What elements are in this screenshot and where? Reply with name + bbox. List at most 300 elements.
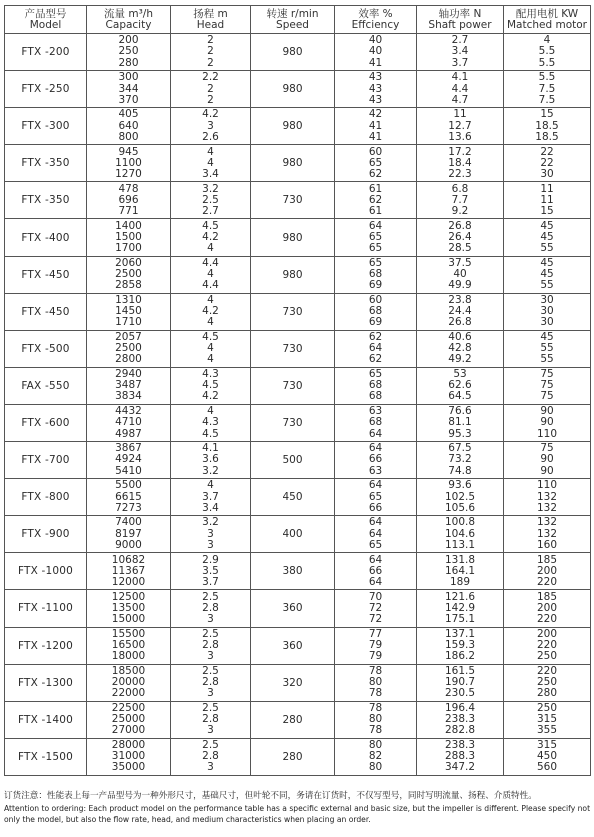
capacity-values — [87, 703, 170, 737]
header-model-en: Model — [29, 18, 62, 31]
efficiency-cell — [335, 34, 417, 71]
value: 22500 — [111, 701, 146, 714]
value: 40.6 — [448, 330, 472, 343]
value: 42 — [368, 108, 383, 121]
value: 2.6 — [202, 130, 219, 143]
motor-values — [504, 406, 590, 440]
value: 200 — [536, 627, 558, 640]
value: 25000 — [111, 713, 146, 726]
value: 250 — [536, 701, 558, 714]
value: 49.9 — [448, 279, 472, 292]
capacity-values — [87, 443, 170, 477]
ordering-note-en: Attention to ordering: Each product model on the performance table has a specific external and basic size, but the impeller is different. Please specify not only the model, but also the flow rate, head, and medium characteristics when placing an order. — [4, 803, 591, 824]
value: 2.5 — [202, 664, 219, 677]
motor-values — [504, 184, 590, 218]
shaft-power-values — [417, 443, 503, 477]
value: 142.9 — [444, 601, 476, 614]
value: 49.2 — [448, 353, 472, 366]
efficiency-values — [335, 35, 416, 69]
value: 2.5 — [202, 627, 219, 640]
motor-values — [504, 369, 590, 403]
value: 78 — [368, 687, 383, 700]
table-row — [5, 108, 591, 145]
value: 1450 — [115, 305, 142, 318]
value: 102.5 — [444, 490, 476, 503]
value: 4.5 — [202, 330, 219, 343]
value: 28000 — [111, 739, 146, 752]
speed-cell: 980 — [251, 34, 335, 71]
value: 105.6 — [444, 501, 476, 514]
speed-cell: 730 — [251, 182, 335, 219]
value: 78 — [368, 664, 383, 677]
value: 405 — [118, 108, 139, 121]
efficiency-values — [335, 592, 416, 626]
efficiency-cell — [335, 442, 417, 479]
head-values — [171, 666, 250, 700]
value: 75 — [540, 390, 554, 403]
value: 161.5 — [444, 664, 476, 677]
head-values — [171, 332, 250, 366]
value: 4 — [207, 353, 214, 366]
table-row — [5, 590, 591, 627]
value: 3.5 — [202, 564, 219, 577]
value: 26.8 — [448, 219, 472, 232]
table-row — [5, 627, 591, 664]
model-cell: FTX -350 — [5, 182, 87, 219]
value: 2940 — [115, 368, 142, 381]
value: 12000 — [111, 575, 146, 588]
value: 230.5 — [444, 687, 476, 700]
model-cell: FAX -550 — [5, 367, 87, 404]
value: 370 — [118, 93, 139, 106]
value: 90 — [540, 405, 554, 418]
value: 8197 — [115, 527, 142, 540]
efficiency-cell — [335, 330, 417, 367]
model-cell: FTX -450 — [5, 256, 87, 293]
capacity-values — [87, 295, 170, 329]
efficiency-values — [335, 406, 416, 440]
value: 2.2 — [202, 71, 219, 84]
head-values — [171, 72, 250, 106]
efficiency-cell — [335, 701, 417, 738]
value: 35000 — [111, 761, 146, 774]
shaft-power-cell — [417, 71, 504, 108]
motor-cell — [504, 664, 591, 701]
value: 190.7 — [444, 676, 476, 689]
pump-performance-table — [4, 5, 591, 776]
value: 3 — [207, 119, 214, 132]
value: 2 — [207, 93, 214, 106]
value: 79 — [368, 650, 383, 663]
capacity-values — [87, 221, 170, 255]
value: 30 — [540, 293, 554, 306]
speed-cell: 450 — [251, 479, 335, 516]
head-cell — [171, 479, 251, 516]
value: 68 — [368, 390, 383, 403]
table-row — [5, 479, 591, 516]
efficiency-cell — [335, 404, 417, 441]
table-row — [5, 219, 591, 256]
head-cell — [171, 404, 251, 441]
motor-values — [504, 109, 590, 143]
value: 2060 — [115, 256, 142, 269]
value: 90 — [540, 453, 554, 466]
value: 3.4 — [202, 501, 219, 514]
efficiency-values — [335, 258, 416, 292]
capacity-values — [87, 406, 170, 440]
value: 74.8 — [448, 464, 472, 477]
value: 55 — [540, 353, 554, 366]
value: 42.8 — [448, 342, 472, 355]
value: 9000 — [115, 538, 142, 551]
value: 63 — [368, 464, 383, 477]
value: 66 — [368, 501, 383, 514]
head-cell — [171, 553, 251, 590]
shaft-power-cell — [417, 738, 504, 775]
model-cell: FTX -1500 — [5, 738, 87, 775]
value: 75 — [540, 442, 554, 455]
value: 800 — [118, 130, 139, 143]
speed-cell: 730 — [251, 330, 335, 367]
value: 90 — [540, 416, 554, 429]
speed-cell: 730 — [251, 404, 335, 441]
value: 132 — [536, 516, 558, 529]
value: 11 — [540, 182, 554, 195]
shaft-power-values — [417, 406, 503, 440]
value: 6.8 — [451, 182, 469, 195]
value: 70 — [368, 590, 383, 603]
motor-values — [504, 740, 590, 774]
motor-values — [504, 332, 590, 366]
speed-cell: 380 — [251, 553, 335, 590]
header-speed — [251, 6, 335, 34]
value: 65 — [368, 256, 383, 269]
shaft-power-values — [417, 35, 503, 69]
value: 77 — [368, 627, 383, 640]
value: 282.8 — [444, 724, 476, 737]
value: 771 — [118, 205, 139, 218]
shaft-power-values — [417, 740, 503, 774]
value: 3.7 — [202, 490, 219, 503]
shaft-power-cell — [417, 108, 504, 145]
efficiency-values — [335, 703, 416, 737]
shaft-power-cell — [417, 627, 504, 664]
capacity-values — [87, 332, 170, 366]
motor-cell — [504, 367, 591, 404]
value: 65 — [368, 368, 383, 381]
value: 43 — [368, 71, 383, 84]
efficiency-cell — [335, 590, 417, 627]
head-cell — [171, 330, 251, 367]
value: 66 — [368, 564, 383, 577]
value: 2.8 — [202, 638, 219, 651]
value: 4.4 — [451, 82, 469, 95]
value: 175.1 — [444, 613, 476, 626]
value: 3.7 — [202, 575, 219, 588]
efficiency-cell — [335, 108, 417, 145]
value: 3 — [207, 613, 214, 626]
value: 3487 — [115, 379, 142, 392]
value: 68 — [368, 416, 383, 429]
value: 220 — [536, 613, 558, 626]
value: 4.7 — [451, 93, 469, 106]
value: 64 — [368, 575, 383, 588]
value: 13500 — [111, 601, 146, 614]
value: 4 — [207, 145, 214, 158]
efficiency-values — [335, 629, 416, 663]
value: 4 — [207, 242, 214, 255]
value: 41 — [368, 56, 383, 69]
value: 696 — [118, 193, 139, 206]
capacity-cell — [87, 330, 171, 367]
value: 355 — [536, 724, 558, 737]
motor-cell — [504, 479, 591, 516]
header-matched-motor-en: Matched motor — [506, 18, 587, 31]
head-values — [171, 443, 250, 477]
table-row — [5, 330, 591, 367]
value: 3.6 — [202, 453, 219, 466]
head-cell — [171, 516, 251, 553]
value: 80 — [368, 739, 383, 752]
efficiency-values — [335, 332, 416, 366]
shaft-power-values — [417, 184, 503, 218]
value: 81.1 — [448, 416, 472, 429]
capacity-cell — [87, 71, 171, 108]
value: 4 — [543, 34, 551, 47]
shaft-power-values — [417, 555, 503, 589]
value: 78 — [368, 701, 383, 714]
value: 4.5 — [202, 379, 219, 392]
header-capacity-en: Capacity — [105, 18, 152, 31]
capacity-cell — [87, 516, 171, 553]
head-cell — [171, 367, 251, 404]
value: 1270 — [115, 167, 142, 180]
motor-values — [504, 703, 590, 737]
header-matched-motor-cn: 配用电机 KW — [515, 7, 579, 20]
motor-values — [504, 258, 590, 292]
value: 37.5 — [448, 256, 472, 269]
capacity-values — [87, 369, 170, 403]
value: 1310 — [115, 293, 142, 306]
efficiency-values — [335, 517, 416, 551]
value: 30 — [540, 316, 554, 329]
value: 41 — [368, 119, 383, 132]
capacity-values — [87, 109, 170, 143]
value: 2.8 — [202, 713, 219, 726]
value: 3.4 — [202, 167, 219, 180]
value: 3 — [207, 687, 214, 700]
value: 41 — [368, 130, 383, 143]
value: 60 — [368, 145, 383, 158]
shaft-power-cell — [417, 256, 504, 293]
header-speed-en: Speed — [276, 18, 309, 31]
value: 11 — [453, 108, 467, 121]
value: 72 — [368, 613, 383, 626]
value: 4 — [207, 268, 214, 280]
value: 2800 — [115, 353, 142, 366]
head-cell — [171, 664, 251, 701]
efficiency-cell — [335, 479, 417, 516]
value: 80 — [368, 761, 383, 774]
model-cell: FTX -1100 — [5, 590, 87, 627]
motor-cell — [504, 34, 591, 71]
value: 11367 — [111, 564, 146, 577]
value: 132 — [536, 501, 558, 514]
value: 24.4 — [448, 305, 472, 318]
value: 1710 — [115, 316, 142, 329]
value: 4.1 — [451, 71, 469, 84]
capacity-cell — [87, 108, 171, 145]
value: 75 — [540, 368, 554, 381]
value: 2500 — [115, 268, 142, 280]
value: 76.6 — [448, 405, 472, 418]
value: 132 — [536, 490, 558, 503]
efficiency-values — [335, 740, 416, 774]
value: 300 — [118, 71, 139, 84]
value: 12500 — [111, 590, 146, 603]
motor-cell — [504, 404, 591, 441]
value: 31000 — [111, 750, 146, 763]
value: 82 — [368, 750, 383, 763]
value: 15 — [540, 108, 554, 121]
capacity-values — [87, 555, 170, 589]
value: 65 — [368, 538, 383, 551]
value: 5500 — [115, 479, 142, 492]
model-cell: FTX -600 — [5, 404, 87, 441]
value: 478 — [118, 182, 139, 195]
efficiency-cell — [335, 71, 417, 108]
value: 9.2 — [451, 205, 469, 218]
motor-cell — [504, 293, 591, 330]
value: 11 — [540, 193, 554, 206]
header-efficiency — [335, 6, 417, 34]
value: 7.5 — [538, 93, 556, 106]
value: 164.1 — [444, 564, 476, 577]
value: 110 — [536, 479, 558, 492]
efficiency-values — [335, 295, 416, 329]
capacity-cell — [87, 701, 171, 738]
speed-cell: 360 — [251, 590, 335, 627]
value: 4.3 — [202, 368, 219, 381]
value: 28.5 — [448, 242, 472, 255]
value: 64 — [368, 219, 383, 232]
model-cell: FTX -1000 — [5, 553, 87, 590]
shaft-power-values — [417, 72, 503, 106]
value: 3.2 — [202, 182, 219, 195]
value: 2500 — [115, 342, 142, 355]
head-values — [171, 517, 250, 551]
capacity-cell — [87, 738, 171, 775]
table-row — [5, 404, 591, 441]
value: 23.8 — [448, 293, 472, 306]
value: 238.3 — [444, 713, 476, 726]
value: 4.5 — [202, 219, 219, 232]
shaft-power-cell — [417, 293, 504, 330]
efficiency-values — [335, 109, 416, 143]
value: 45 — [540, 268, 554, 280]
header-row — [5, 6, 591, 34]
value: 68 — [368, 268, 383, 280]
value: 3.4 — [451, 45, 469, 58]
value: 64 — [368, 442, 383, 455]
efficiency-cell — [335, 738, 417, 775]
efficiency-values — [335, 147, 416, 181]
speed-cell: 280 — [251, 701, 335, 738]
model-cell: FTX -250 — [5, 71, 87, 108]
value: 22 — [540, 145, 554, 158]
head-cell — [171, 108, 251, 145]
value: 45 — [540, 330, 554, 343]
value: 200 — [536, 564, 558, 577]
shaft-power-values — [417, 480, 503, 514]
value: 200 — [118, 34, 139, 47]
capacity-cell — [87, 627, 171, 664]
header-capacity — [87, 6, 171, 34]
value: 64 — [368, 516, 383, 529]
value: 40 — [368, 45, 383, 58]
efficiency-cell — [335, 627, 417, 664]
value: 15500 — [111, 627, 146, 640]
shaft-power-cell — [417, 590, 504, 627]
capacity-cell — [87, 404, 171, 441]
head-values — [171, 740, 250, 774]
motor-cell — [504, 553, 591, 590]
value: 200 — [536, 601, 558, 614]
value: 2 — [207, 56, 214, 69]
model-cell: FTX -200 — [5, 34, 87, 71]
header-model-cn: 产品型号 — [24, 7, 67, 20]
head-cell — [171, 293, 251, 330]
value: 22.3 — [448, 167, 472, 180]
model-cell: FTX -800 — [5, 479, 87, 516]
head-values — [171, 629, 250, 663]
value: 3.2 — [202, 464, 219, 477]
efficiency-values — [335, 369, 416, 403]
head-cell — [171, 256, 251, 293]
capacity-values — [87, 629, 170, 663]
value: 250 — [536, 650, 558, 663]
value: 450 — [536, 750, 558, 763]
value: 30 — [540, 305, 554, 318]
model-cell: FTX -1400 — [5, 701, 87, 738]
motor-cell — [504, 590, 591, 627]
value: 4 — [207, 342, 214, 355]
efficiency-cell — [335, 553, 417, 590]
value: 4 — [207, 316, 214, 329]
value: 18.5 — [535, 119, 559, 132]
head-values — [171, 109, 250, 143]
value: 6615 — [115, 490, 142, 503]
shaft-power-cell — [417, 330, 504, 367]
model-cell: FTX -400 — [5, 219, 87, 256]
capacity-values — [87, 72, 170, 106]
shaft-power-values — [417, 369, 503, 403]
value: 62 — [368, 167, 383, 180]
shaft-power-cell — [417, 553, 504, 590]
value: 4 — [207, 405, 214, 418]
head-values — [171, 258, 250, 292]
value: 64 — [368, 527, 383, 540]
value: 65 — [368, 156, 383, 169]
value: 60 — [368, 293, 383, 306]
speed-cell: 500 — [251, 442, 335, 479]
model-cell: FTX -1300 — [5, 664, 87, 701]
value: 189 — [449, 575, 471, 588]
value: 55 — [540, 279, 554, 292]
efficiency-values — [335, 666, 416, 700]
value: 18000 — [111, 650, 146, 663]
value: 62 — [368, 193, 383, 206]
